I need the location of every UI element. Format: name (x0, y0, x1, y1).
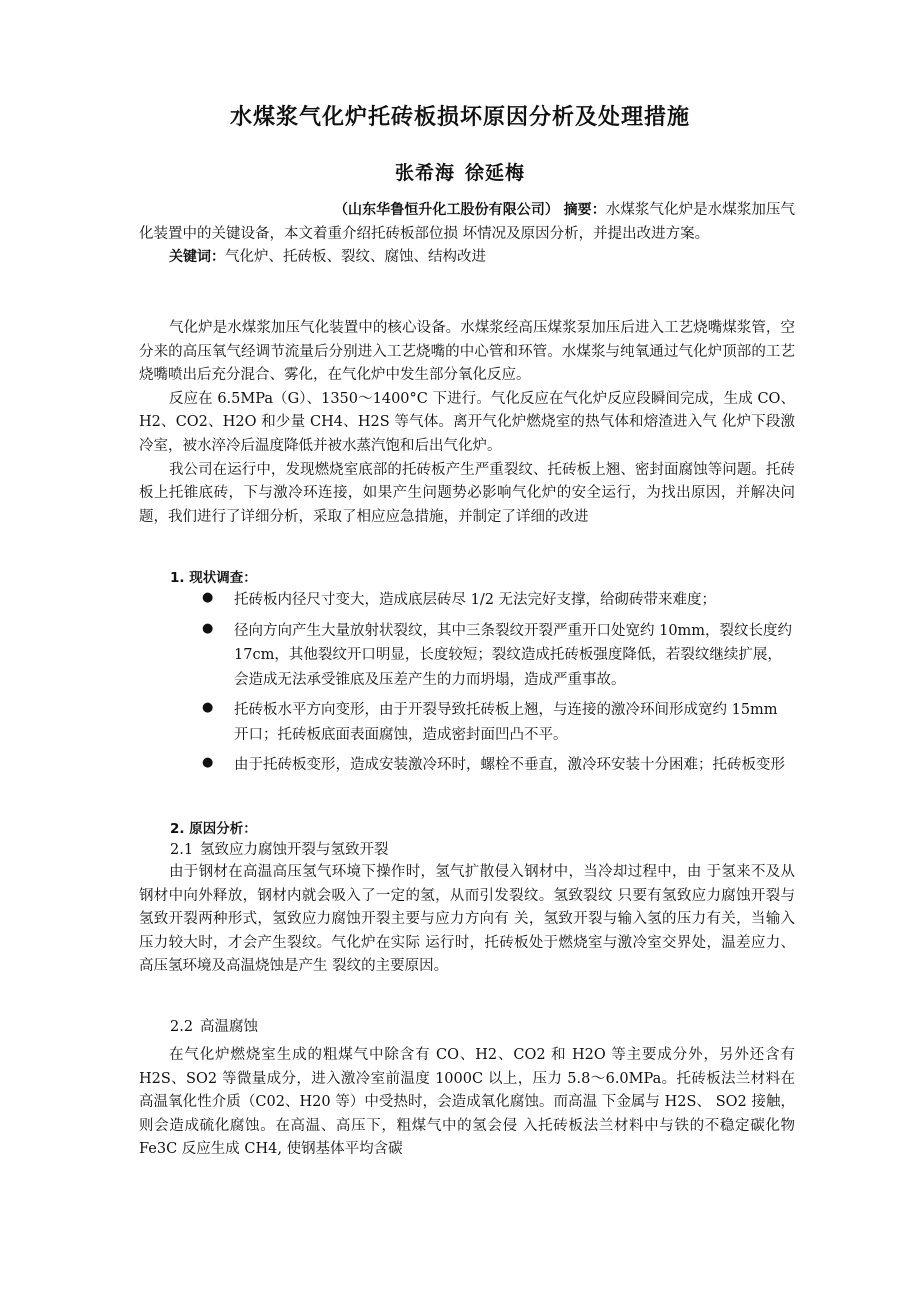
list-item (200, 619, 796, 693)
intro-section (139, 317, 795, 529)
abstract-text: 水煤浆气化炉是水煤浆加压气化装置中的关键设备，本文着重介绍托砖板部位损 坏情况及原因分析，并提出改进方案。 (139, 202, 796, 242)
subsection-heading (170, 838, 389, 859)
affiliation: （山东华鲁恒升化工股份有限公司） (334, 202, 559, 218)
section-heading: 2. 原因分析： (170, 821, 257, 837)
author-name: 徐延梅 (465, 162, 526, 184)
bullet-icon: ● (202, 700, 214, 715)
subsection-number: 2.2 (170, 1019, 194, 1035)
paper-title: 水煤浆气化炉托砖板损坏原因分析及处理措施 (229, 105, 690, 130)
body-paragraph: 由于钢材在高温高压氢气环境下操作时，氢气扩散侵入钢材中，当冷却过程中，由 于氢来不及从钢材中向外释放，钢材内就会吸入了一定的氢，从而引发裂纹。氢致裂纹 只要有氢致应力腐蚀开裂与氢致开裂两种形式，氢致应力腐蚀开裂主要与应力方向有 关，氢致开裂与输入氢的压力有关，当输入压力较大时，才会产生裂纹。气化炉在实际 运行时，托砖板处于燃烧室与激冷室交界处，温差应力、高压氢环境及高温烧蚀是产生 裂纹的主要原因。 (139, 864, 795, 975)
section-body (139, 861, 795, 979)
intro-paragraph: 反应在 6.5MPa（G）、1350〜1400°C 下进行。气化反应在气化炉反应段瞬间完成，生成 CO、H2、CO2、H2O 和少量 CH4、H2S 等气体。离开气化炉燃烧室的热气体和熔渣进入气 化炉下段激冷室，被水淬冷后温度降低并被水蒸汽饱和后出气化炉。 (139, 390, 795, 454)
list-item (200, 588, 796, 613)
bullet-list (200, 588, 796, 784)
abstract-block (139, 199, 795, 270)
list-item-text: 由于托砖板变形，造成安装激冷环时，螺栓不垂直，激冷环安装十分困难；托砖板变形 (234, 757, 785, 773)
section-body (139, 1044, 795, 1162)
bullet-icon: ● (202, 755, 214, 770)
subsection-title: 高温腐蚀 (200, 1019, 258, 1035)
keywords-line (139, 246, 795, 270)
abstract-paragraph (139, 199, 795, 246)
bullet-icon: ● (202, 620, 214, 636)
intro-paragraph: 气化炉是水煤浆加压气化装置中的核心设备。水煤浆经高压煤浆泵加压后进入工艺烧嘴煤浆管，空分来的高压氧气经调节流量后分别进入工艺烧嘴的中心管和环管。水煤浆与纯氧通过气化炉顶部的工艺烧嘴喷出后充分混合、雾化，在气化炉中发生部分氧化反应。 (139, 320, 795, 384)
author-list (0, 158, 920, 185)
body-paragraph: 在气化炉燃烧室生成的粗煤气中除含有 CO、H2、CO2 和 H2O 等主要成分外，另外还含有 H2S、SO2 等微量成分，进入激冷室前温度 1000C 以上，压力 5.8〜6.0MPa。托砖板法兰材料在高温氧化性介质（C02、H20 等）中受热时，会造成氧化腐蚀。而高温 下金属与 H2S、 SO2 接触，则会造成硫化腐蚀。在高温、高压下，粗煤气中的氢会侵 入托砖板法兰材料中与铁的不稳定碳化物 Fe3C 反应生成 CH4, 使钢基体平均含碳 (139, 1047, 795, 1158)
subsection-number: 2.1 (170, 842, 194, 858)
list-item (200, 753, 796, 778)
list-item-text: 径向方向产生大量放射状裂纹，其中三条裂纹开裂严重开口处宽约 10mm，裂纹长度约 17cm，其他裂纹开口明显，长度较短；裂纹造成托砖板强度降低，若裂纹继续扩展，会造成无法承受锥底及压差产生的力而坍塌，造成严重事故。 (234, 622, 793, 688)
section-heading: 1. 现状调查： (170, 570, 257, 586)
keywords-label: 关键词： (169, 249, 225, 266)
keywords-text: 气化炉、托砖板、裂纹、腐蚀、结构改进 (225, 249, 486, 266)
subsection-heading (170, 1015, 258, 1036)
list-item-text: 托砖板内径尺寸变大，造成底层砖尽 1/2 无法完好支撑，给砌砖带来难度； (234, 592, 717, 608)
subsection-title: 氢致应力腐蚀开裂与氢致开裂 (200, 842, 389, 858)
abstract-label: 摘要： (563, 202, 606, 218)
list-item-text: 托砖板水平方向变形，由于开裂导致托砖板上翘，与连接的激冷环间形成宽约 15mm 开口；托砖板底面表面腐蚀，造成密封面凹凸不平。 (234, 702, 778, 743)
list-item (200, 698, 796, 747)
author-name: 张希海 (394, 162, 455, 184)
intro-paragraph: 我公司在运行中，发现燃烧室底部的托砖板产生严重裂纹、托砖板上翘、密封面腐蚀等问题。托砖板上托锥底砖，下与激冷环连接，如果产生问题势必影响气化炉的安全运行，为找出原因，并解决问题，我们进行了详细分析，采取了相应应急措施，并制定了详细的改进 (139, 461, 795, 525)
bullet-icon: ● (202, 590, 214, 605)
